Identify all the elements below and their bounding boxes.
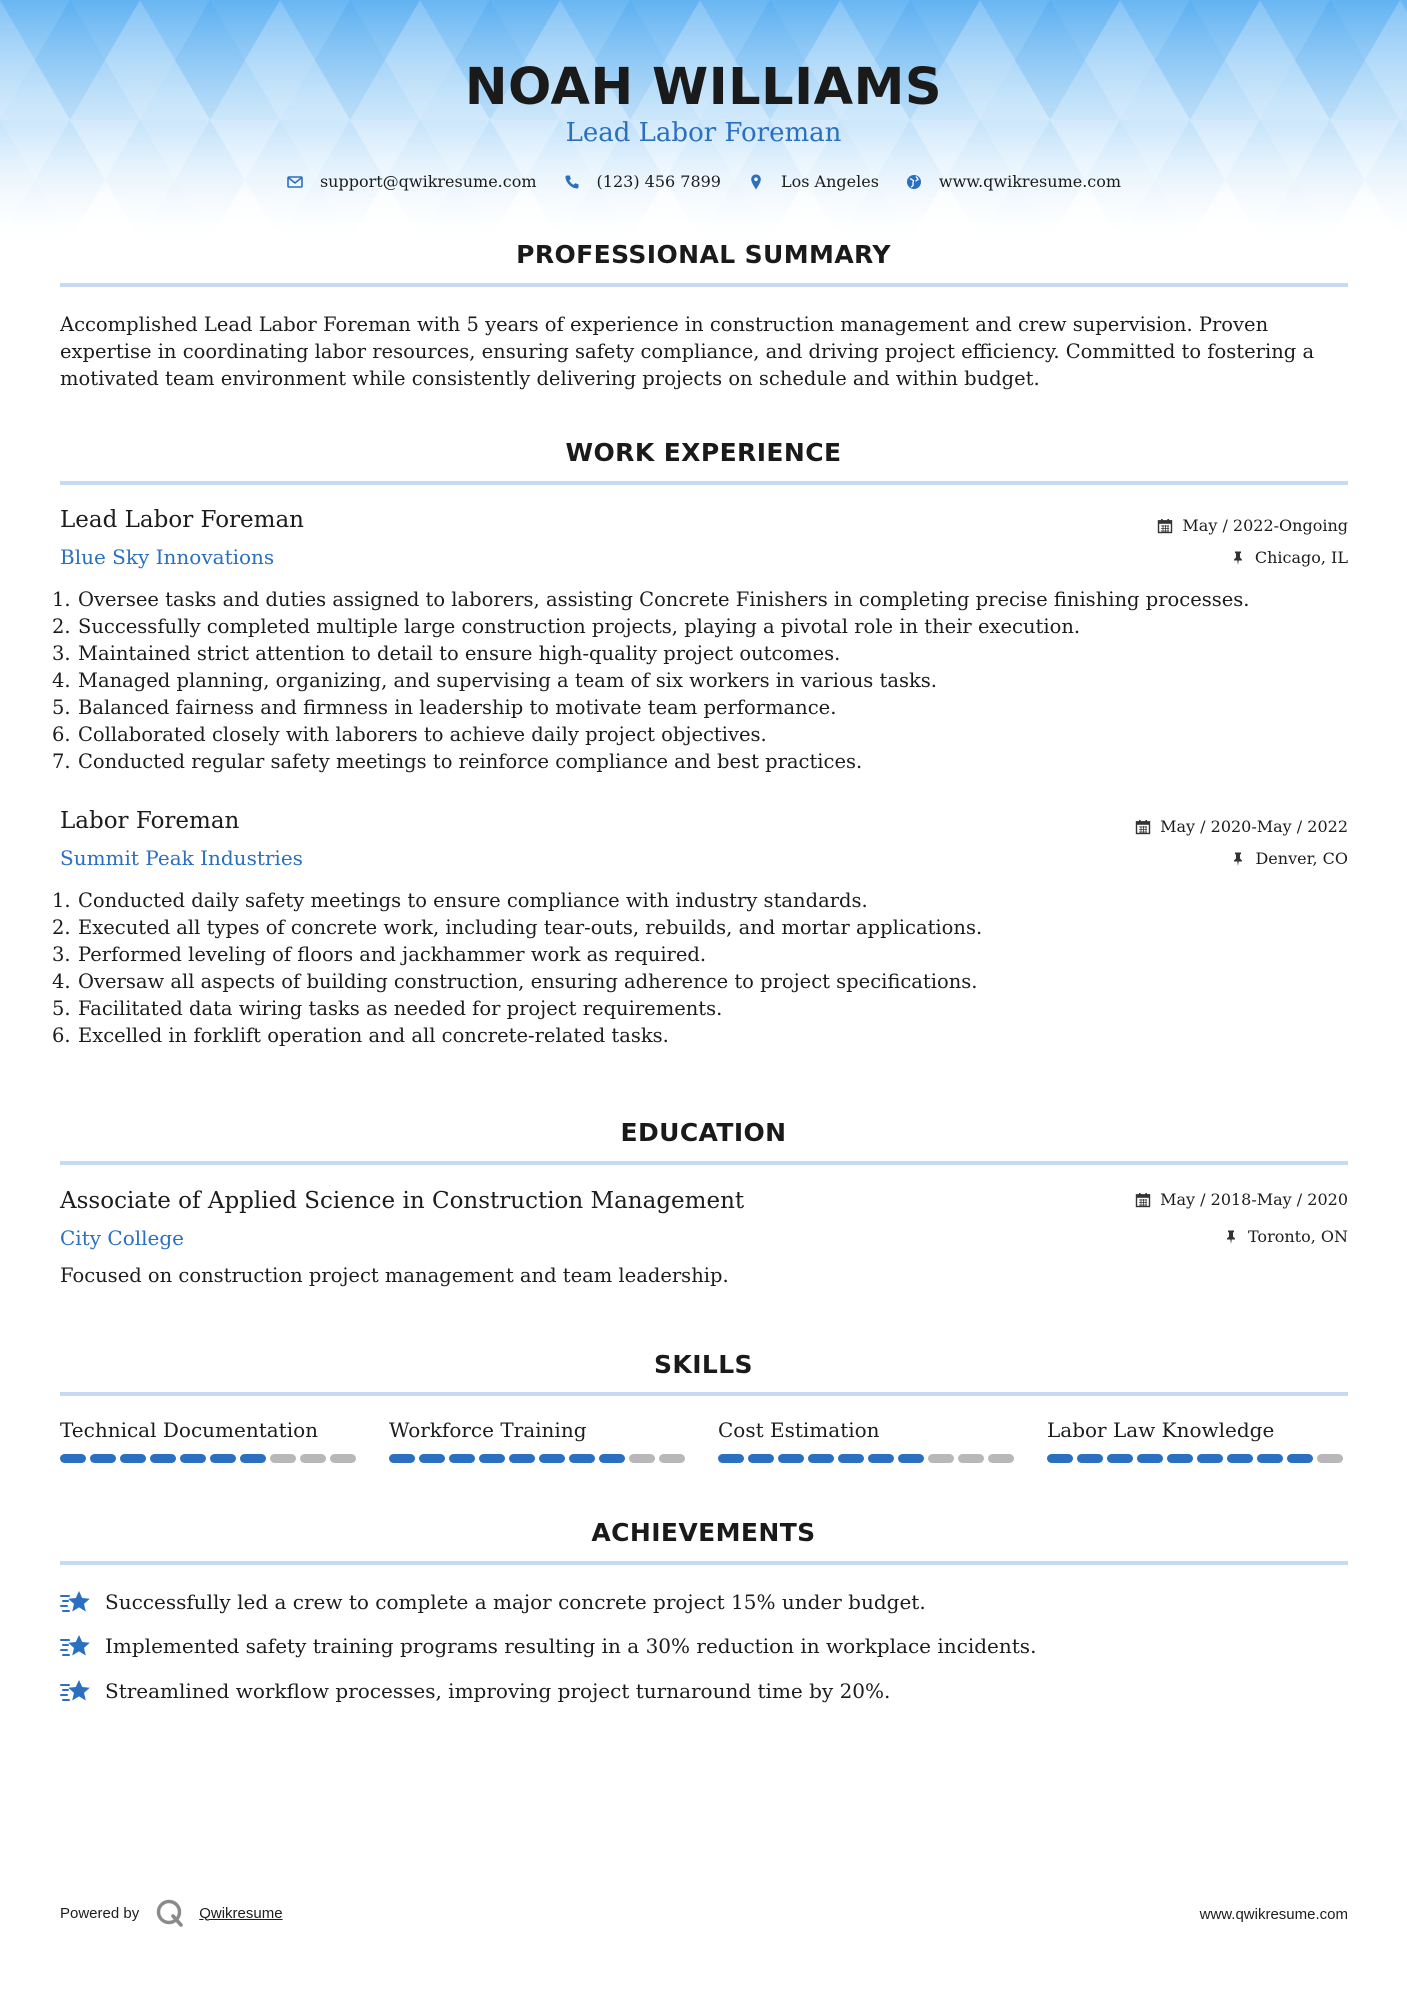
skill-level-segment: [300, 1454, 326, 1463]
education-heading: EDUCATION: [620, 1118, 787, 1147]
job-duties-list: [52, 586, 1352, 775]
pushpin-icon: [1223, 1229, 1239, 1245]
job-location-text: Chicago, IL: [1254, 548, 1348, 567]
skills-divider: [60, 1392, 1348, 1396]
skill-level-segment: [1137, 1454, 1163, 1463]
job-dates: [1135, 817, 1348, 836]
skill-level-segment: [150, 1454, 176, 1463]
job-location: [1230, 548, 1348, 567]
skill-level-segment: [90, 1454, 116, 1463]
achievement-text: Successfully led a crew to complete a major concrete project 15% under budget.: [105, 1590, 926, 1614]
skill-level-segment: [419, 1454, 445, 1463]
summary-text: Accomplished Lead Labor Foreman with 5 years of experience in construction management and crew supervision. Proven expertise in coordinating labor resources, ensuring safety compliance, and driving project efficiency. Committed to fostering a motivated team environment while consistently delivering projects on schedule and within budget.: [60, 313, 1315, 390]
skill-level-segment: [1287, 1454, 1313, 1463]
experience-heading: WORK EXPERIENCE: [565, 438, 842, 467]
star-icon: [60, 1588, 92, 1616]
globe-icon: [905, 173, 923, 191]
pushpin-icon: [1230, 550, 1246, 566]
list-item: 4. Managed planning, organizing, and supervising a team of six workers in various tasks.: [52, 669, 937, 692]
list-item: 6. Excelled in forklift operation and all concrete-related tasks.: [52, 1024, 669, 1047]
education-location-text: Toronto, ON: [1248, 1227, 1348, 1246]
map-pin-icon: [747, 173, 765, 191]
skill-level-segment: [1077, 1454, 1103, 1463]
skill-level-segment: [389, 1454, 415, 1463]
job-company: Summit Peak Industries: [60, 846, 303, 870]
skill-level-segment: [1197, 1454, 1223, 1463]
skill-level-bar: [1047, 1454, 1347, 1463]
contact-phone-text: (123) 456 7899: [596, 172, 721, 191]
skill-level-segment: [210, 1454, 236, 1463]
achievement-text: Implemented safety training programs resulting in a 30% reduction in workplace incidents.: [105, 1634, 1037, 1658]
skill-level-segment: [928, 1454, 954, 1463]
skill-item: [718, 1418, 1018, 1463]
skill-level-segment: [599, 1454, 625, 1463]
skill-name: Workforce Training: [389, 1418, 587, 1442]
experience-divider: [60, 481, 1348, 485]
skill-level-segment: [1047, 1454, 1073, 1463]
skill-name: Technical Documentation: [60, 1418, 319, 1442]
skill-item: [389, 1418, 689, 1463]
skill-level-segment: [898, 1454, 924, 1463]
skill-level-segment: [270, 1454, 296, 1463]
contact-email[interactable]: [286, 172, 537, 191]
footer-website[interactable]: www.qwikresume.com: [1199, 1906, 1348, 1923]
list-item: 3. Maintained strict attention to detail to ensure high-quality project outcomes.: [52, 642, 841, 665]
envelope-icon: [286, 173, 304, 191]
summary-divider: [60, 283, 1348, 287]
degree-title: Associate of Applied Science in Construction Management: [60, 1188, 745, 1214]
education-divider: [60, 1161, 1348, 1165]
skill-level-segment: [718, 1454, 744, 1463]
job-location-text: Denver, CO: [1255, 849, 1348, 868]
skill-level-segment: [778, 1454, 804, 1463]
footer-powered-by: [60, 1898, 283, 1928]
job-dates: [1157, 516, 1348, 535]
skill-level-segment: [748, 1454, 774, 1463]
education-dates: [1135, 1190, 1348, 1209]
skill-level-segment: [509, 1454, 535, 1463]
skill-level-segment: [958, 1454, 984, 1463]
job-location: [1230, 849, 1348, 868]
skill-level-segment: [1257, 1454, 1283, 1463]
list-item: 6. Collaborated closely with laborers to achieve daily project objectives.: [52, 723, 767, 746]
education-location: [1223, 1227, 1348, 1246]
achievements-heading: ACHIEVEMENTS: [591, 1518, 816, 1547]
contact-bar: [0, 172, 1407, 191]
candidate-name: NOAH WILLIAMS: [464, 58, 943, 117]
skill-level-segment: [60, 1454, 86, 1463]
contact-website[interactable]: [905, 172, 1121, 191]
skill-level-segment: [629, 1454, 655, 1463]
list-item: 7. Conducted regular safety meetings to reinforce compliance and best practices.: [52, 750, 863, 773]
job-dates-text: May / 2020-May / 2022: [1160, 817, 1348, 836]
list-item: 3. Performed leveling of floors and jackhammer work as required.: [52, 943, 707, 966]
skill-name: Labor Law Knowledge: [1047, 1418, 1275, 1442]
skill-level-segment: [569, 1454, 595, 1463]
contact-phone[interactable]: [563, 172, 721, 191]
job-title: Labor Foreman: [60, 808, 240, 834]
list-item: 2. Executed all types of concrete work, including tear-outs, rebuilds, and mortar applications.: [52, 916, 983, 939]
skill-level-segment: [868, 1454, 894, 1463]
skills-heading: SKILLS: [654, 1350, 753, 1379]
skill-level-segment: [838, 1454, 864, 1463]
powered-by-label: Powered by: [60, 1904, 140, 1922]
pushpin-icon: [1230, 851, 1246, 867]
skill-level-segment: [449, 1454, 475, 1463]
qwikresume-logo-icon: [155, 1898, 185, 1928]
skill-level-segment: [808, 1454, 834, 1463]
achievement-item: [60, 1677, 1350, 1705]
skill-level-segment: [988, 1454, 1014, 1463]
candidate-title: Lead Labor Foreman: [565, 118, 842, 148]
star-icon: [60, 1677, 92, 1705]
phone-icon: [563, 173, 581, 191]
education-description: Focused on construction project management and team leadership.: [60, 1264, 729, 1287]
skill-level-segment: [240, 1454, 266, 1463]
job-title: Lead Labor Foreman: [60, 507, 304, 533]
skill-level-segment: [180, 1454, 206, 1463]
skill-level-bar: [60, 1454, 360, 1463]
calendar-icon: [1135, 819, 1151, 835]
achievements-divider: [60, 1561, 1348, 1565]
skill-name: Cost Estimation: [718, 1418, 880, 1442]
list-item: 2. Successfully completed multiple large construction projects, playing a pivotal role in their execution.: [52, 615, 1081, 638]
calendar-icon: [1135, 1192, 1151, 1208]
skill-level-segment: [120, 1454, 146, 1463]
skill-level-segment: [330, 1454, 356, 1463]
list-item: 1. Conducted daily safety meetings to ensure compliance with industry standards.: [52, 889, 868, 912]
contact-location-text: Los Angeles: [780, 172, 879, 191]
skill-level-segment: [1107, 1454, 1133, 1463]
skill-level-segment: [1317, 1454, 1343, 1463]
contact-location: [747, 172, 879, 191]
skill-item: [1047, 1418, 1347, 1463]
achievement-item: [60, 1632, 1350, 1660]
job-duties-list: [52, 887, 1352, 1049]
job-company: Blue Sky Innovations: [60, 545, 275, 569]
job-dates-text: May / 2022-Ongoing: [1182, 516, 1348, 535]
skills-grid: [60, 1418, 1350, 1463]
contact-email-text: support@qwikresume.com: [319, 172, 537, 191]
brand-link[interactable]: Qwikresume: [199, 1904, 283, 1922]
star-icon: [60, 1632, 92, 1660]
summary-heading: PROFESSIONAL SUMMARY: [516, 240, 891, 269]
skill-level-segment: [1167, 1454, 1193, 1463]
skill-item: [60, 1418, 360, 1463]
list-item: 5. Balanced fairness and firmness in leadership to motivate team performance.: [52, 696, 837, 719]
skill-level-segment: [479, 1454, 505, 1463]
skill-level-bar: [389, 1454, 689, 1463]
education-dates-text: May / 2018-May / 2020: [1160, 1190, 1348, 1209]
list-item: 4. Oversaw all aspects of building construction, ensuring adherence to project specifications.: [52, 970, 978, 993]
skill-level-segment: [1227, 1454, 1253, 1463]
skill-level-segment: [539, 1454, 565, 1463]
achievement-text: Streamlined workflow processes, improving project turnaround time by 20%.: [105, 1679, 891, 1703]
list-item: 1. Oversee tasks and duties assigned to laborers, assisting Concrete Finishers in completing precise finishing processes.: [52, 588, 1250, 611]
skill-level-bar: [718, 1454, 1018, 1463]
contact-website-text: www.qwikresume.com: [938, 172, 1122, 191]
calendar-icon: [1157, 518, 1173, 534]
list-item: 5. Facilitated data wiring tasks as needed for project requirements.: [52, 997, 723, 1020]
achievement-item: [60, 1588, 1350, 1616]
skill-level-segment: [659, 1454, 685, 1463]
school-name: City College: [60, 1226, 185, 1250]
